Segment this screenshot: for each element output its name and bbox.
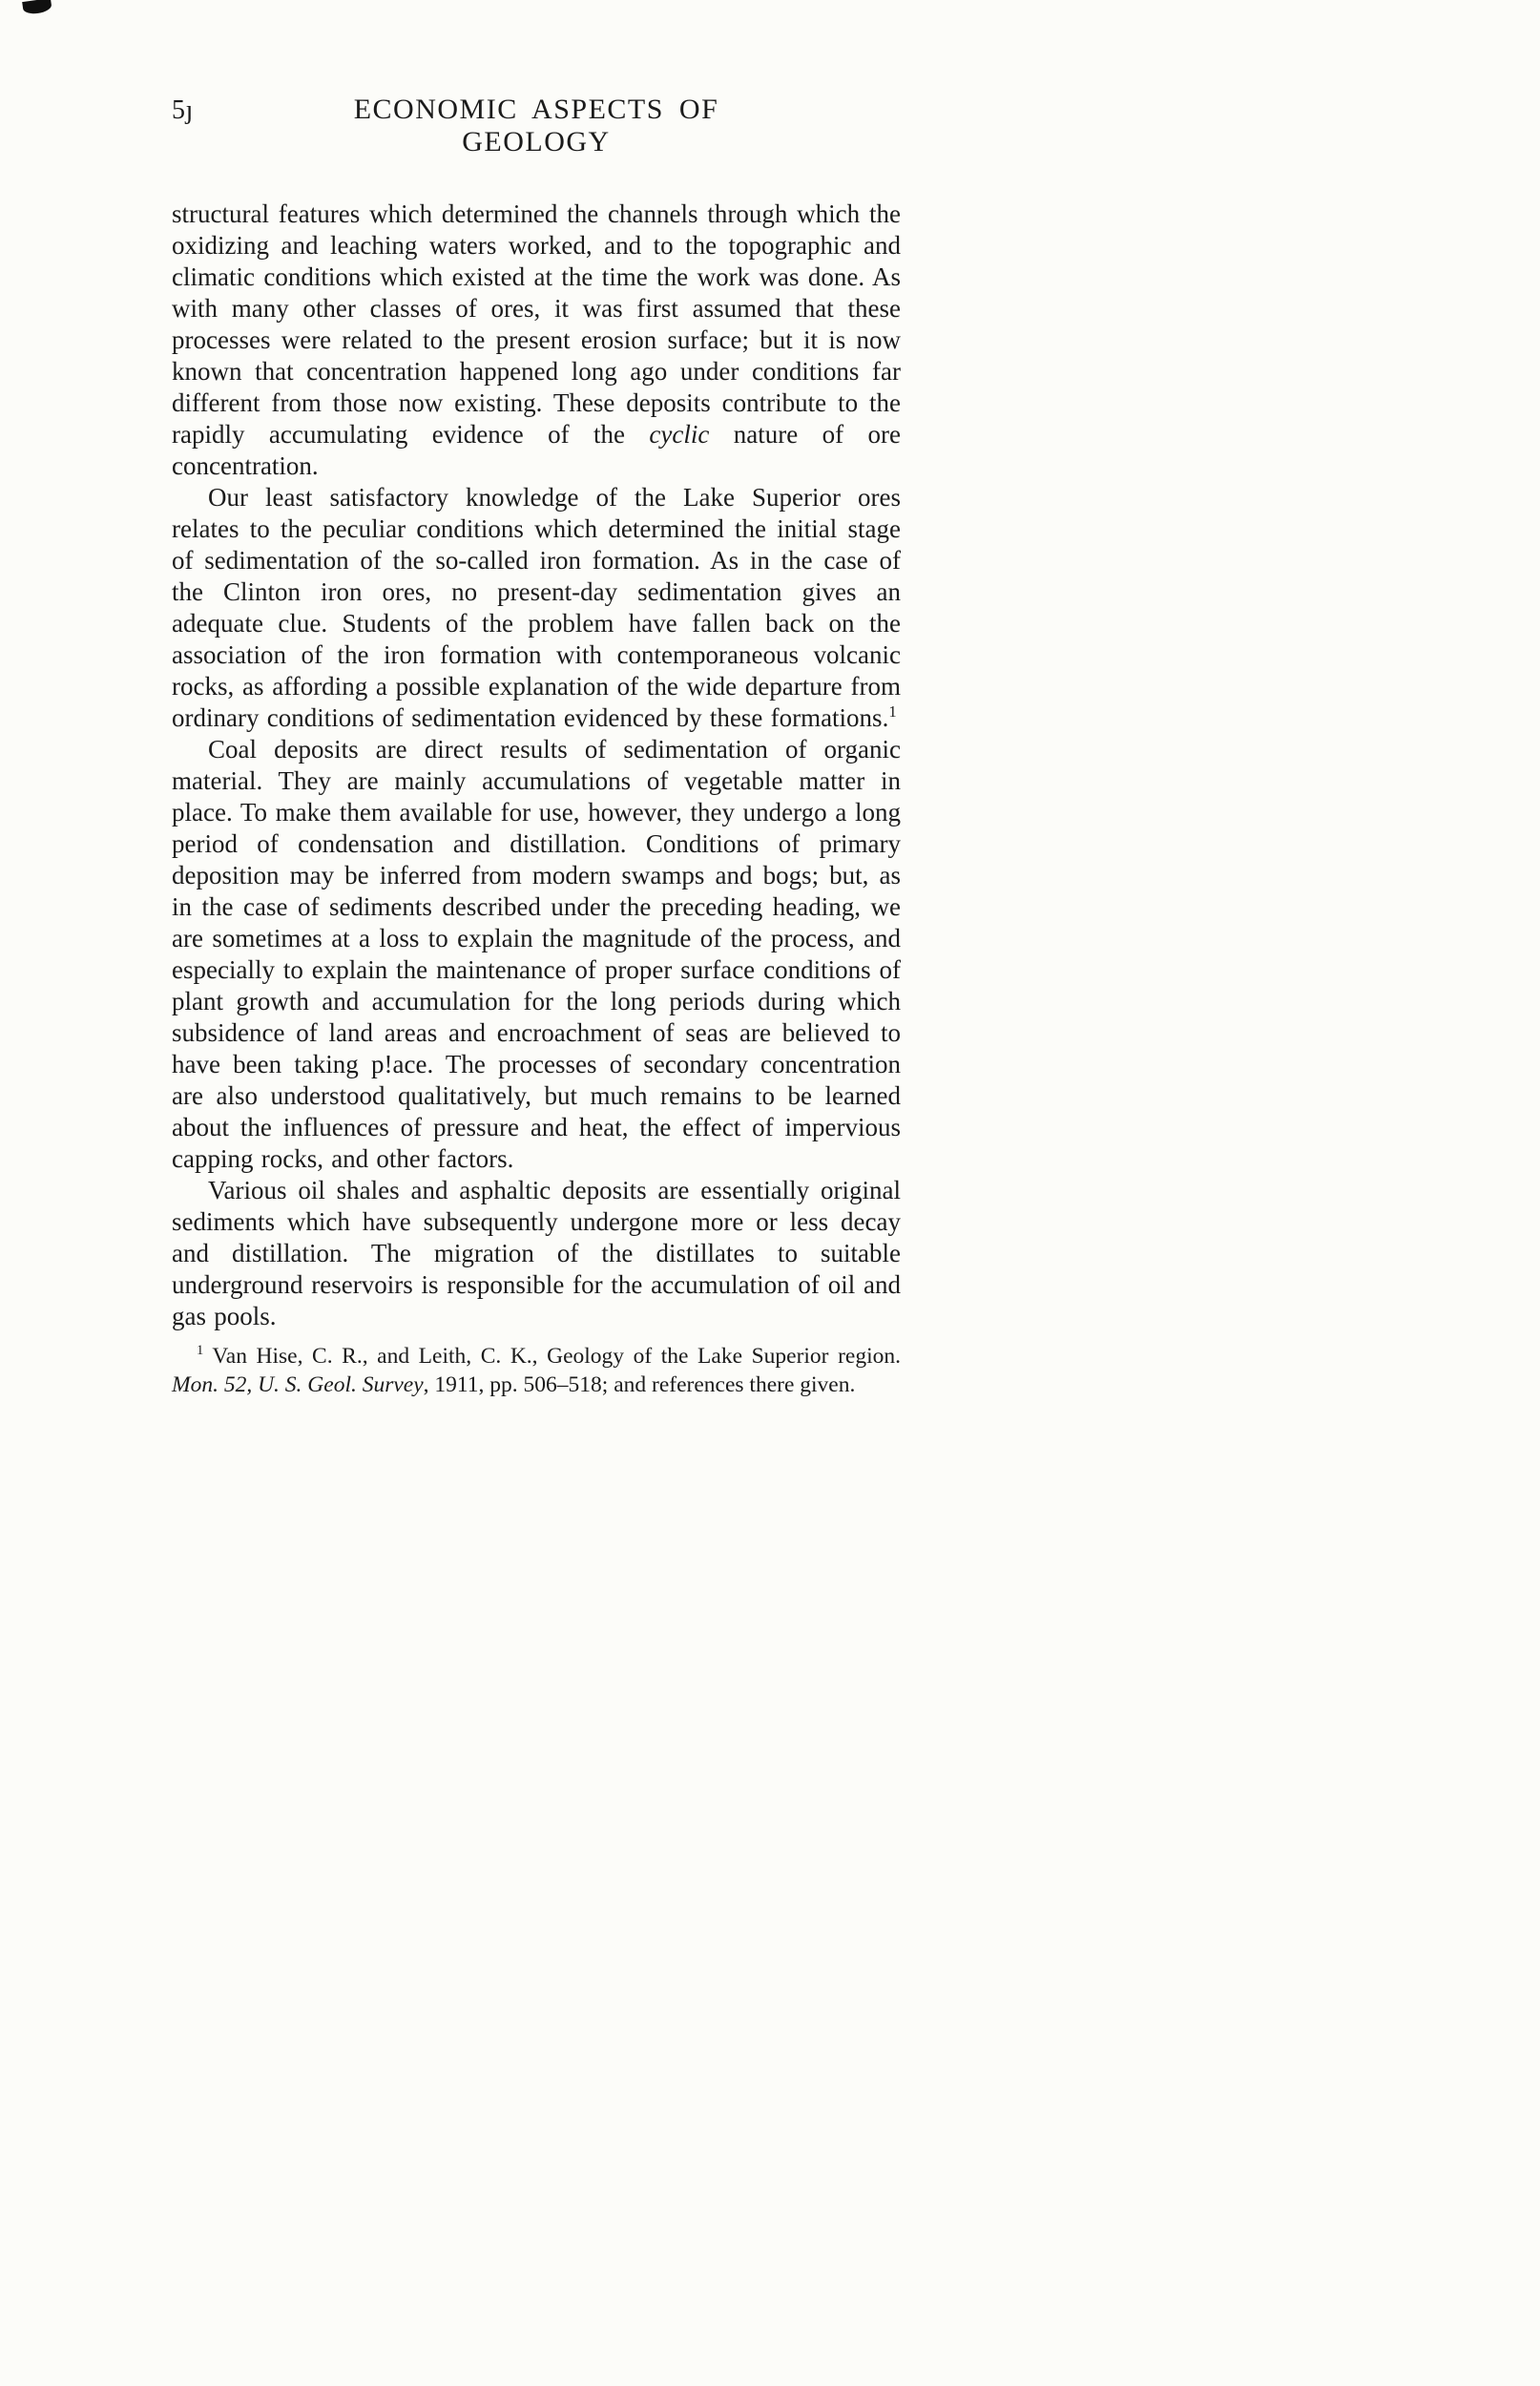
paragraph: [172, 199, 901, 482]
footnote-reference: 1: [888, 702, 897, 721]
footnote: [172, 1342, 901, 1399]
text-run: cyclic: [649, 420, 710, 449]
page-header: [172, 94, 901, 158]
paragraph: [172, 482, 901, 734]
paragraph: [172, 1175, 901, 1332]
text-run: nature of ore concentration.: [172, 420, 901, 480]
page-number: 5ȷ: [172, 95, 194, 125]
paragraph: [172, 734, 901, 1175]
text-run: Mon. 52, U. S. Geol. Survey: [172, 1372, 424, 1397]
footnote-reference: 1: [197, 1343, 204, 1359]
text-run: structural features which determined the channels through which the oxidizing and leaching waters worked, and to the topographic and climatic conditions which existed at the time the work was done. As with many other classes of ores, it was first assumed that these processes were related to the present erosion surface; but it is now known that concentration happened long ago under conditions far different from those now existing. These deposits contribute to the rapidly accumulating evidence of the: [172, 199, 901, 449]
scan-artifact: [22, 0, 52, 15]
body-paragraphs: [172, 199, 901, 1332]
paragraph: [172, 1342, 901, 1399]
text-run: , 1911, pp. 506–518; and references there given.: [423, 1372, 856, 1397]
text-run: Van Hise, C. R., and Leith, C. K., Geology of the Lake Superior region.: [203, 1344, 901, 1369]
text-run: Our least satisfactory knowledge of the Lake Superior ores relates to the peculiar conditions which determined the initial stage of sedimentation of the so-called iron formation. As in the case of the Clinton iron ores, no present-day sedimentation gives an adequate clue. Students of the problem have fallen back on the association of the iron formation with contemporaneous volcanic rocks, as affording a possible explanation of the wide departure from ordinary conditions of sedimentation evidenced by these formations.: [172, 483, 901, 732]
text-block: [172, 94, 901, 1399]
text-run: Various oil shales and asphaltic deposits are essentially original sediments which have subsequently undergone more or less decay and distillation. The migration of the distillates to suitable underground reservoirs is responsible for the accumulation of oil and gas pools.: [172, 1176, 901, 1330]
text-run: Coal deposits are direct results of sedimentation of organic material. They are mainly accumulations of vegetable matter in place. To make them available for use, however, they undergo a long period of condensation and distillation. Conditions of primary deposition may be inferred from modern swamps and bogs; but, as in the case of sediments described under the preceding heading, we are sometimes at a loss to explain the magnitude of the process, and especially to explain the maintenance of proper surface conditions of plant growth and accumulation for the long periods during which subsidence of land areas and encroachment of seas are believed to have been taking p!ace. The processes of secondary concentration are also understood qualitatively, but much remains to be learned about the influences of pressure and heat, the effect of impervious capping rocks, and other factors.: [172, 735, 901, 1173]
running-head-title: ECONOMIC ASPECTS OF GEOLOGY: [353, 94, 719, 157]
